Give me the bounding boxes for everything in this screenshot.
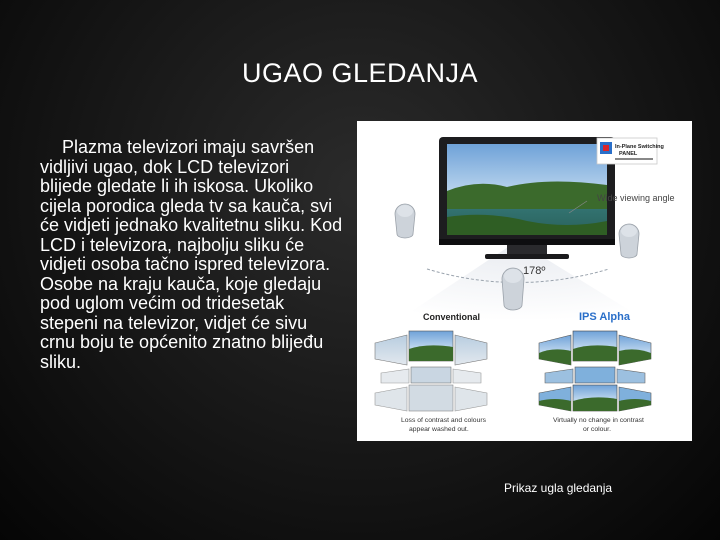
slide-title: UGAO GLEDANJA: [241, 58, 479, 88]
body-paragraph: Plazma televizori imaju savršen vidljivi ugao, dok LCD televizori blijede gledate li ih iskosa. Ukoliko cijela porodica gleda tv sa kauča, svi će vidjeti jednako kvalitetnu sliku. Kod LCD i televizora, najbolju sliku će vidjeti osoba tačno ispred televizora. Osobe na kraju kauča, koje gledaju pod uglom većim od tridesetak stepeni na televizor, vidjet će sivu crnu boju te općenito znatno blijeđu sliku.: [40, 137, 343, 372]
conventional-screens: [375, 331, 487, 411]
viewing-angle-illustration: [357, 121, 692, 441]
ips-badge: [597, 138, 664, 164]
badge-line-1: In-Plane Switching: [615, 144, 664, 150]
viewer-left-icon: [395, 204, 415, 238]
viewer-right-icon: [619, 224, 639, 258]
tv-icon: [439, 137, 615, 259]
loss-caption-line-1: Loss of contrast and colours: [401, 417, 487, 424]
ips-screens: [539, 331, 651, 411]
figure-caption: Prikaz ugla gledanja: [504, 481, 613, 495]
virtual-caption-line-2: or colour.: [583, 426, 611, 433]
virtual-caption-line-1: Virtually no change in contrast: [553, 417, 644, 424]
viewing-angle-figure: [357, 121, 692, 441]
viewer-center-icon: [502, 268, 524, 310]
badge-line-2: PANEL: [619, 151, 638, 157]
loss-caption-line-2: appear washed out.: [409, 426, 469, 433]
wide-viewing-angle-label: Wide viewing angle: [597, 193, 675, 203]
angle-label: 178º: [523, 265, 546, 277]
conventional-label: Conventional: [423, 312, 481, 322]
ips-alpha-label: IPS Alpha: [579, 311, 630, 323]
